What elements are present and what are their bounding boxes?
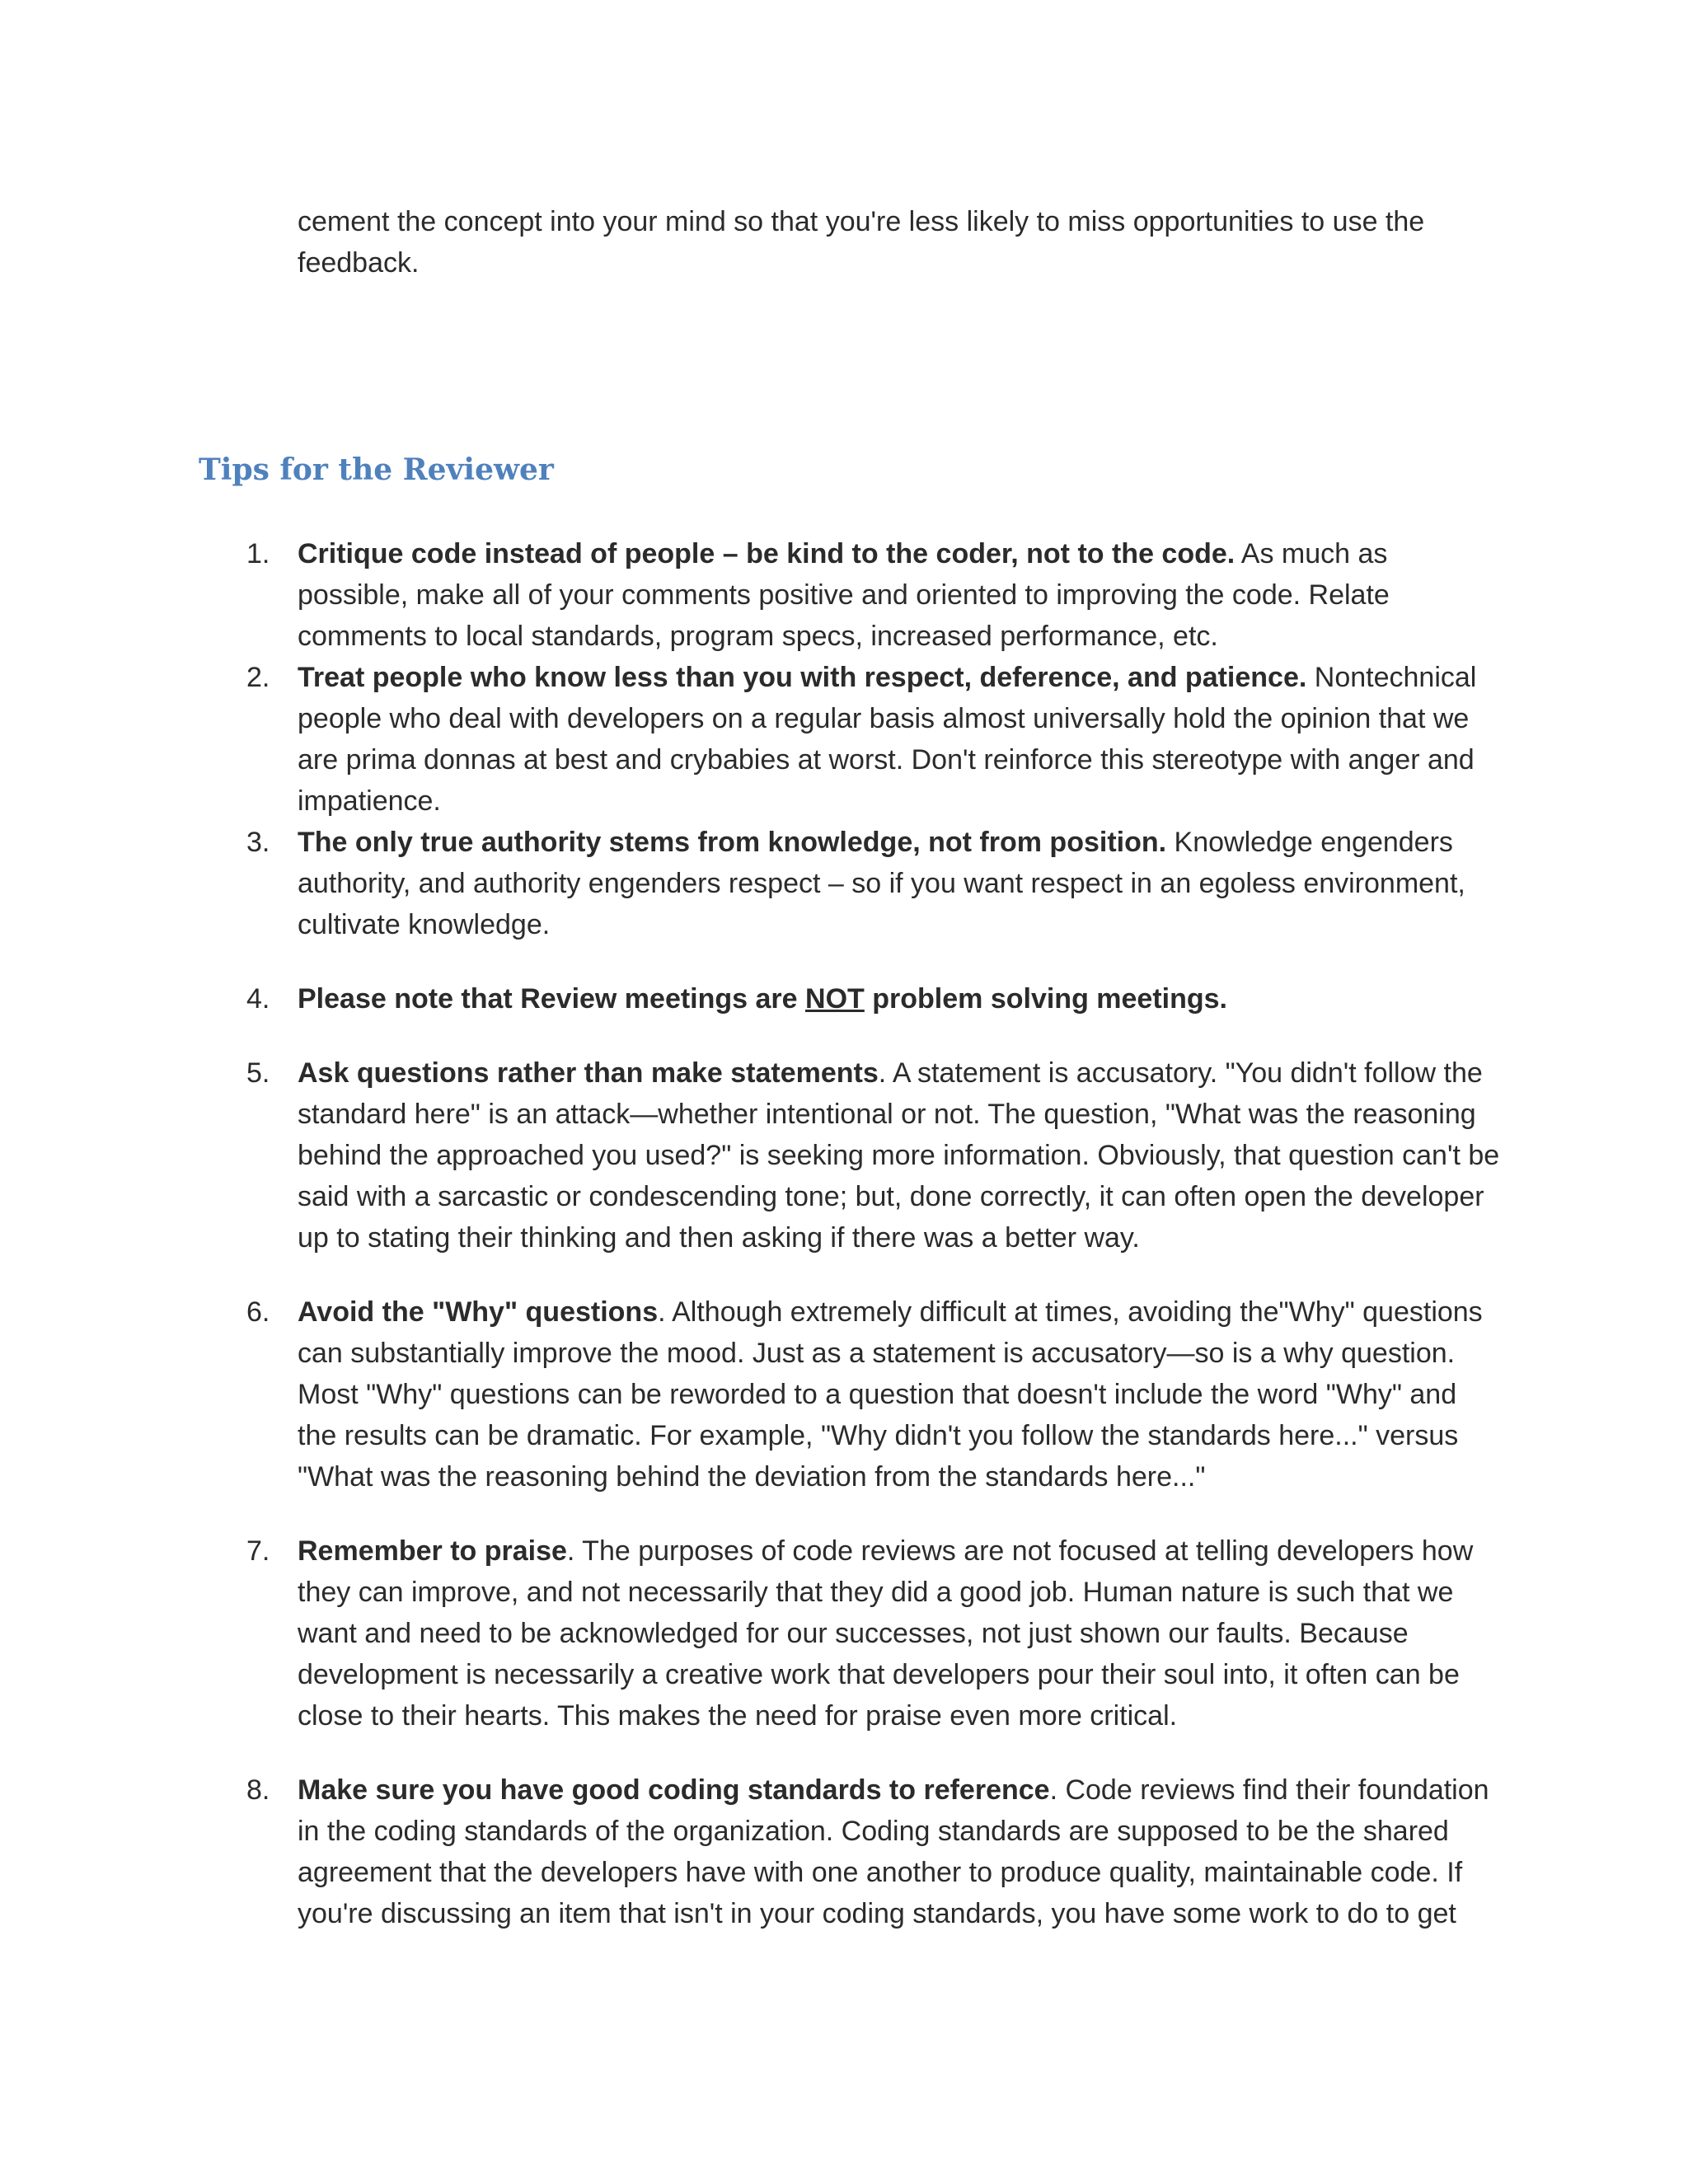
- tip-number: 8.: [246, 1774, 270, 1806]
- tip-title: Avoid the "Why" questions: [298, 1296, 659, 1328]
- tip-body: As much as possible, make all of your comments positive and oriented to improving the code. Relate comments to local standards, program specs, increased performance, etc.: [298, 538, 1390, 652]
- tip-item-7: [246, 1530, 1501, 1736]
- tip-item-1: [246, 533, 1501, 657]
- tip-number: 7.: [246, 1535, 270, 1567]
- tip-body: . A statement is accusatory. "You didn't follow the standard here" is an attack—whether intentional or not. The question, "What was the reasoning behind the approached you used?" is seeking more information. Obviously, that question can't be said with a sarcastic or condescending tone; but, done correctly, it can often open the developer up to stating their thinking and then asking if there was a better way.: [298, 1057, 1500, 1254]
- tip-title-part: problem solving meetings.: [864, 983, 1228, 1015]
- tip-title-emphasis: NOT: [805, 983, 865, 1015]
- tip-title: The only true authority stems from knowledge, not from position.: [298, 827, 1167, 858]
- tip-number: 6.: [246, 1296, 270, 1328]
- tip-body: . Although extremely difficult at times, avoiding the"Why" questions can substantially improve the mood. Just as a statement is accusatory—so is a why question. Most "Why" questions can be reworded to a question that doesn't include the word "Why" and the results can be dramatic. For example, "Why didn't you follow the standards here..." versus "What was the reasoning behind the deviation from the standards here...": [298, 1296, 1483, 1493]
- tip-title: Critique code instead of people – be kind to the coder, not to the code.: [298, 538, 1236, 569]
- tip-number: 1.: [246, 538, 270, 569]
- tip-item-8: [246, 1769, 1501, 1934]
- tip-item-2: [246, 657, 1501, 822]
- tip-title: Remember to praise: [298, 1535, 567, 1567]
- section-heading: Tips for the Reviewer: [199, 452, 554, 487]
- tip-body: . The purposes of code reviews are not focused at telling developers how they can improve, and not necessarily that they did a good job. Human nature is such that we want and need to be acknowledged for our successes, not just shown our faults. Because development is necessarily a creative work that developers pour their soul into, it often can be close to their hearts. This makes the need for praise even more critical.: [298, 1535, 1474, 1732]
- tip-body: Knowledge engenders authority, and authority engenders respect – so if you want respect in an egoless environment, cultivate knowledge.: [298, 827, 1465, 940]
- tip-number: 3.: [246, 827, 270, 858]
- tip-item-5: [246, 1052, 1501, 1258]
- tip-title-part: Please note that Review meetings are: [298, 983, 806, 1015]
- tip-item-4: [246, 978, 1501, 1019]
- tip-title: Ask questions rather than make statements: [298, 1057, 879, 1089]
- tip-title: Treat people who know less than you with respect, deference, and patience.: [298, 662, 1307, 693]
- tip-number: 4.: [246, 983, 270, 1015]
- tip-item-6: [246, 1291, 1501, 1497]
- tips-list: [246, 533, 1501, 1934]
- intro-paragraph: cement the concept into your mind so that you're less likely to miss opportunities to use the feedback.: [298, 206, 1425, 279]
- tip-number: 2.: [246, 662, 270, 693]
- tip-title: Make sure you have good coding standards to reference: [298, 1774, 1050, 1806]
- tip-item-3: [246, 822, 1501, 945]
- tip-body: Nontechnical people who deal with developers on a regular basis almost universally hold the opinion that we are prima donnas at best and crybabies at worst. Don't reinforce this stereotype with anger and impatience.: [298, 662, 1477, 817]
- tip-body: . Code reviews find their foundation in the coding standards of the organization. Coding standards are supposed to be the shared agreement that the developers have with one another to produce quality, maintainable code. If you're discussing an item that isn't in your coding standards, you have some work to do to get: [298, 1774, 1489, 1929]
- tip-number: 5.: [246, 1057, 270, 1089]
